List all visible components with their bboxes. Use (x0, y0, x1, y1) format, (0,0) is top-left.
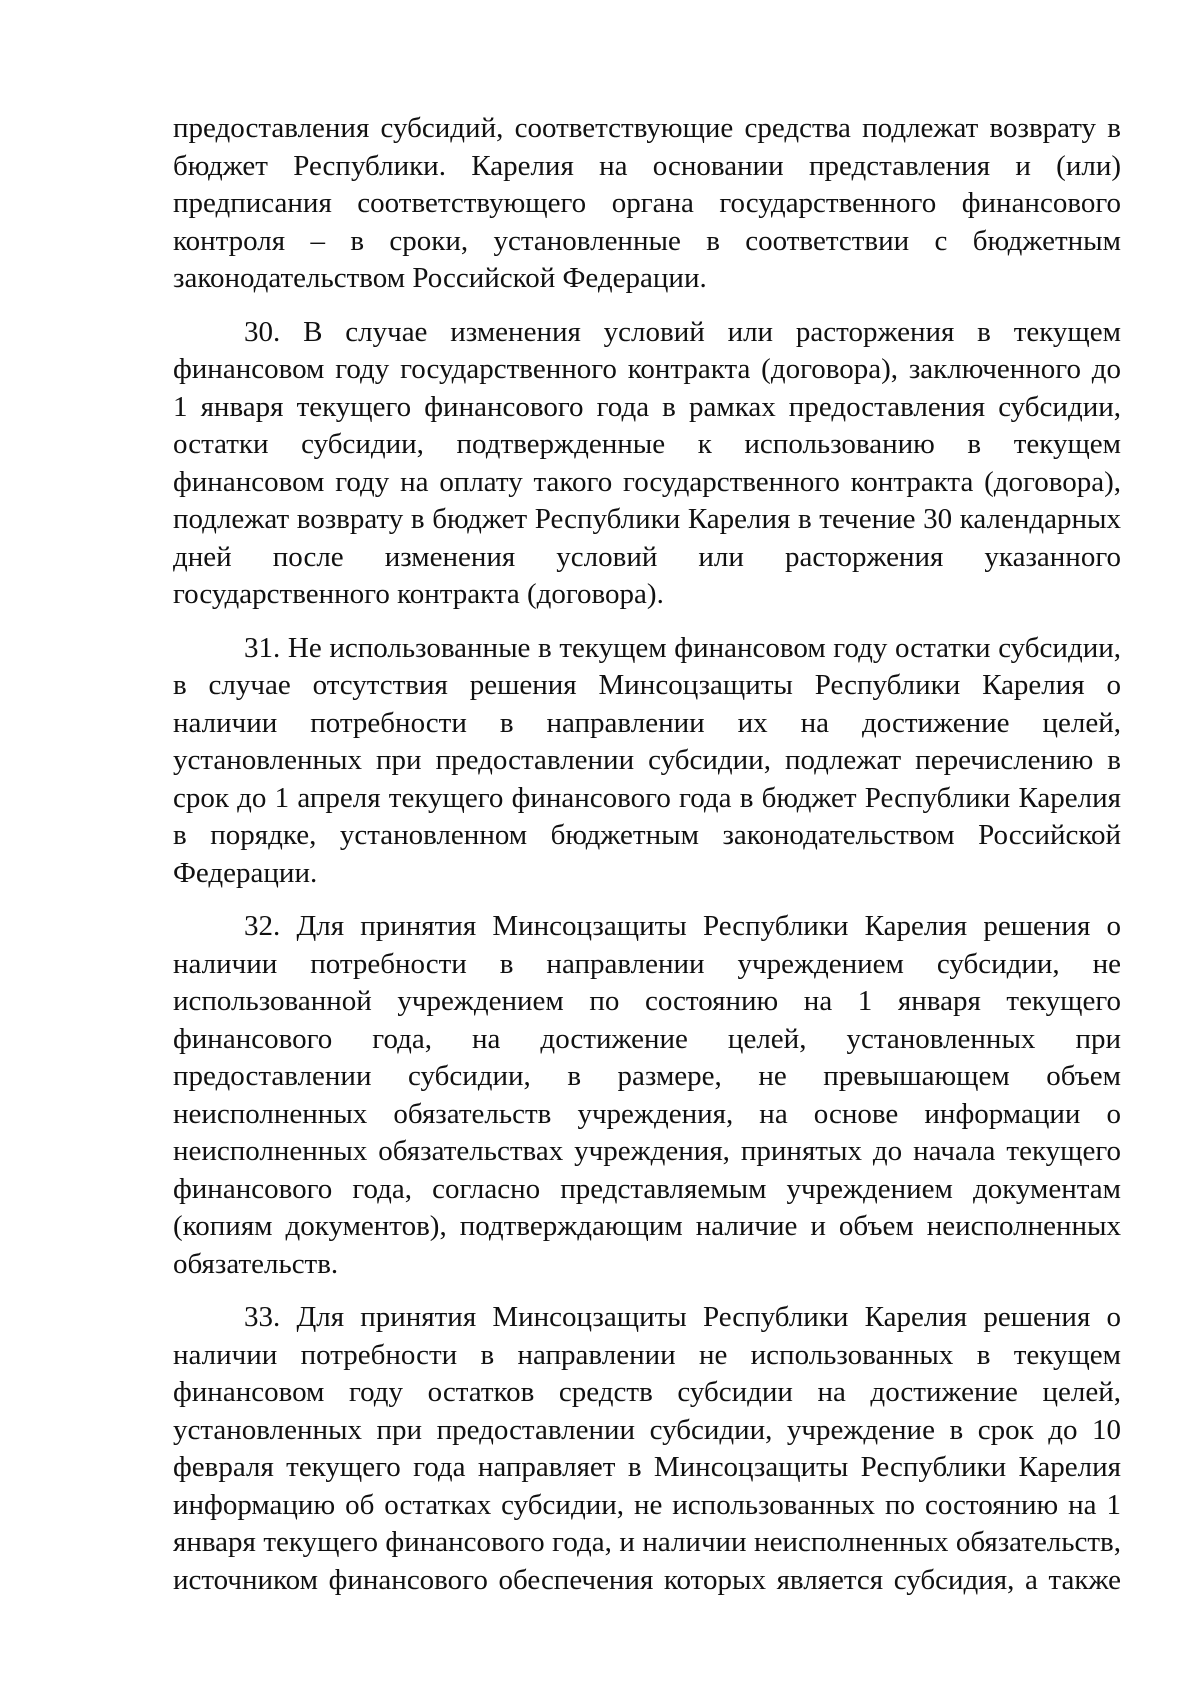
paragraph-continuation: предоставления субсидий, соответствующие средства подлежат возврату в бюджет Республики. Карелия на основании представления и (или) предписания соответствующего органа государственного финансового контроля – в сроки, установленные в соответствии с бюджетным законодательством Российской Федерации. (173, 112, 1121, 294)
paragraph-item-30: 30. В случае изменения условий или расторжения в текущем финансовом году государственного контракта (договора), заключенного до 1 января текущего финансового года в рамках предоставления субсидии, остатки субсидии, подтвержденные к использованию в текущем финансовом году на оплату такого государственного контракта (договора), подлежат возврату в бюджет Республики Карелия в течение 30 календарных дней после изменения условий или расторжения указанного государственного контракта (договора). (173, 315, 1121, 610)
paragraph-item-31: 31. Не использованные в текущем финансовом году остатки субсидии, в случае отсутствия решения Минсоцзащиты Республики Карелия о наличии потребности в направлении их на достижение целей, установленных при предоставлении субсидии, подлежат перечислению в срок до 1 апреля текущего финансового года в бюджет Республики Карелия в порядке, установленном бюджетным законодательством Российской Федерации. (173, 631, 1121, 889)
document-body (173, 110, 1121, 1599)
paragraph-item-32: 32. Для принятия Минсоцзащиты Республики Карелия решения о наличии потребности в направлении учреждением субсидии, не использованной учреждением по состоянию на 1 января текущего финансового года, на достижение целей, установленных при предоставлении субсидии, в размере, не превышающем объем неисполненных обязательств учреждения, на основе информации о неисполненных обязательствах учреждения, принятых до начала текущего финансового года, согласно представляемым учреждением документам (копиям документов), подтверждающим наличие и объем неисполненных обязательств. (173, 910, 1121, 1280)
paragraph-item-33: 33. Для принятия Минсоцзащиты Республики Карелия решения о наличии потребности в направлении не использованных в текущем финансовом году остатков средств субсидии на достижение целей, установленных при предоставлении субсидии, учреждение в срок до 10 февраля текущего года направляет в Минсоцзащиты Республики Карелия информацию об остатках субсидии, не использованных по состоянию на 1 января текущего финансового года, и наличии неисполненных обязательств, источником финансового обеспечения которых является субсидия, а также (173, 1301, 1121, 1596)
